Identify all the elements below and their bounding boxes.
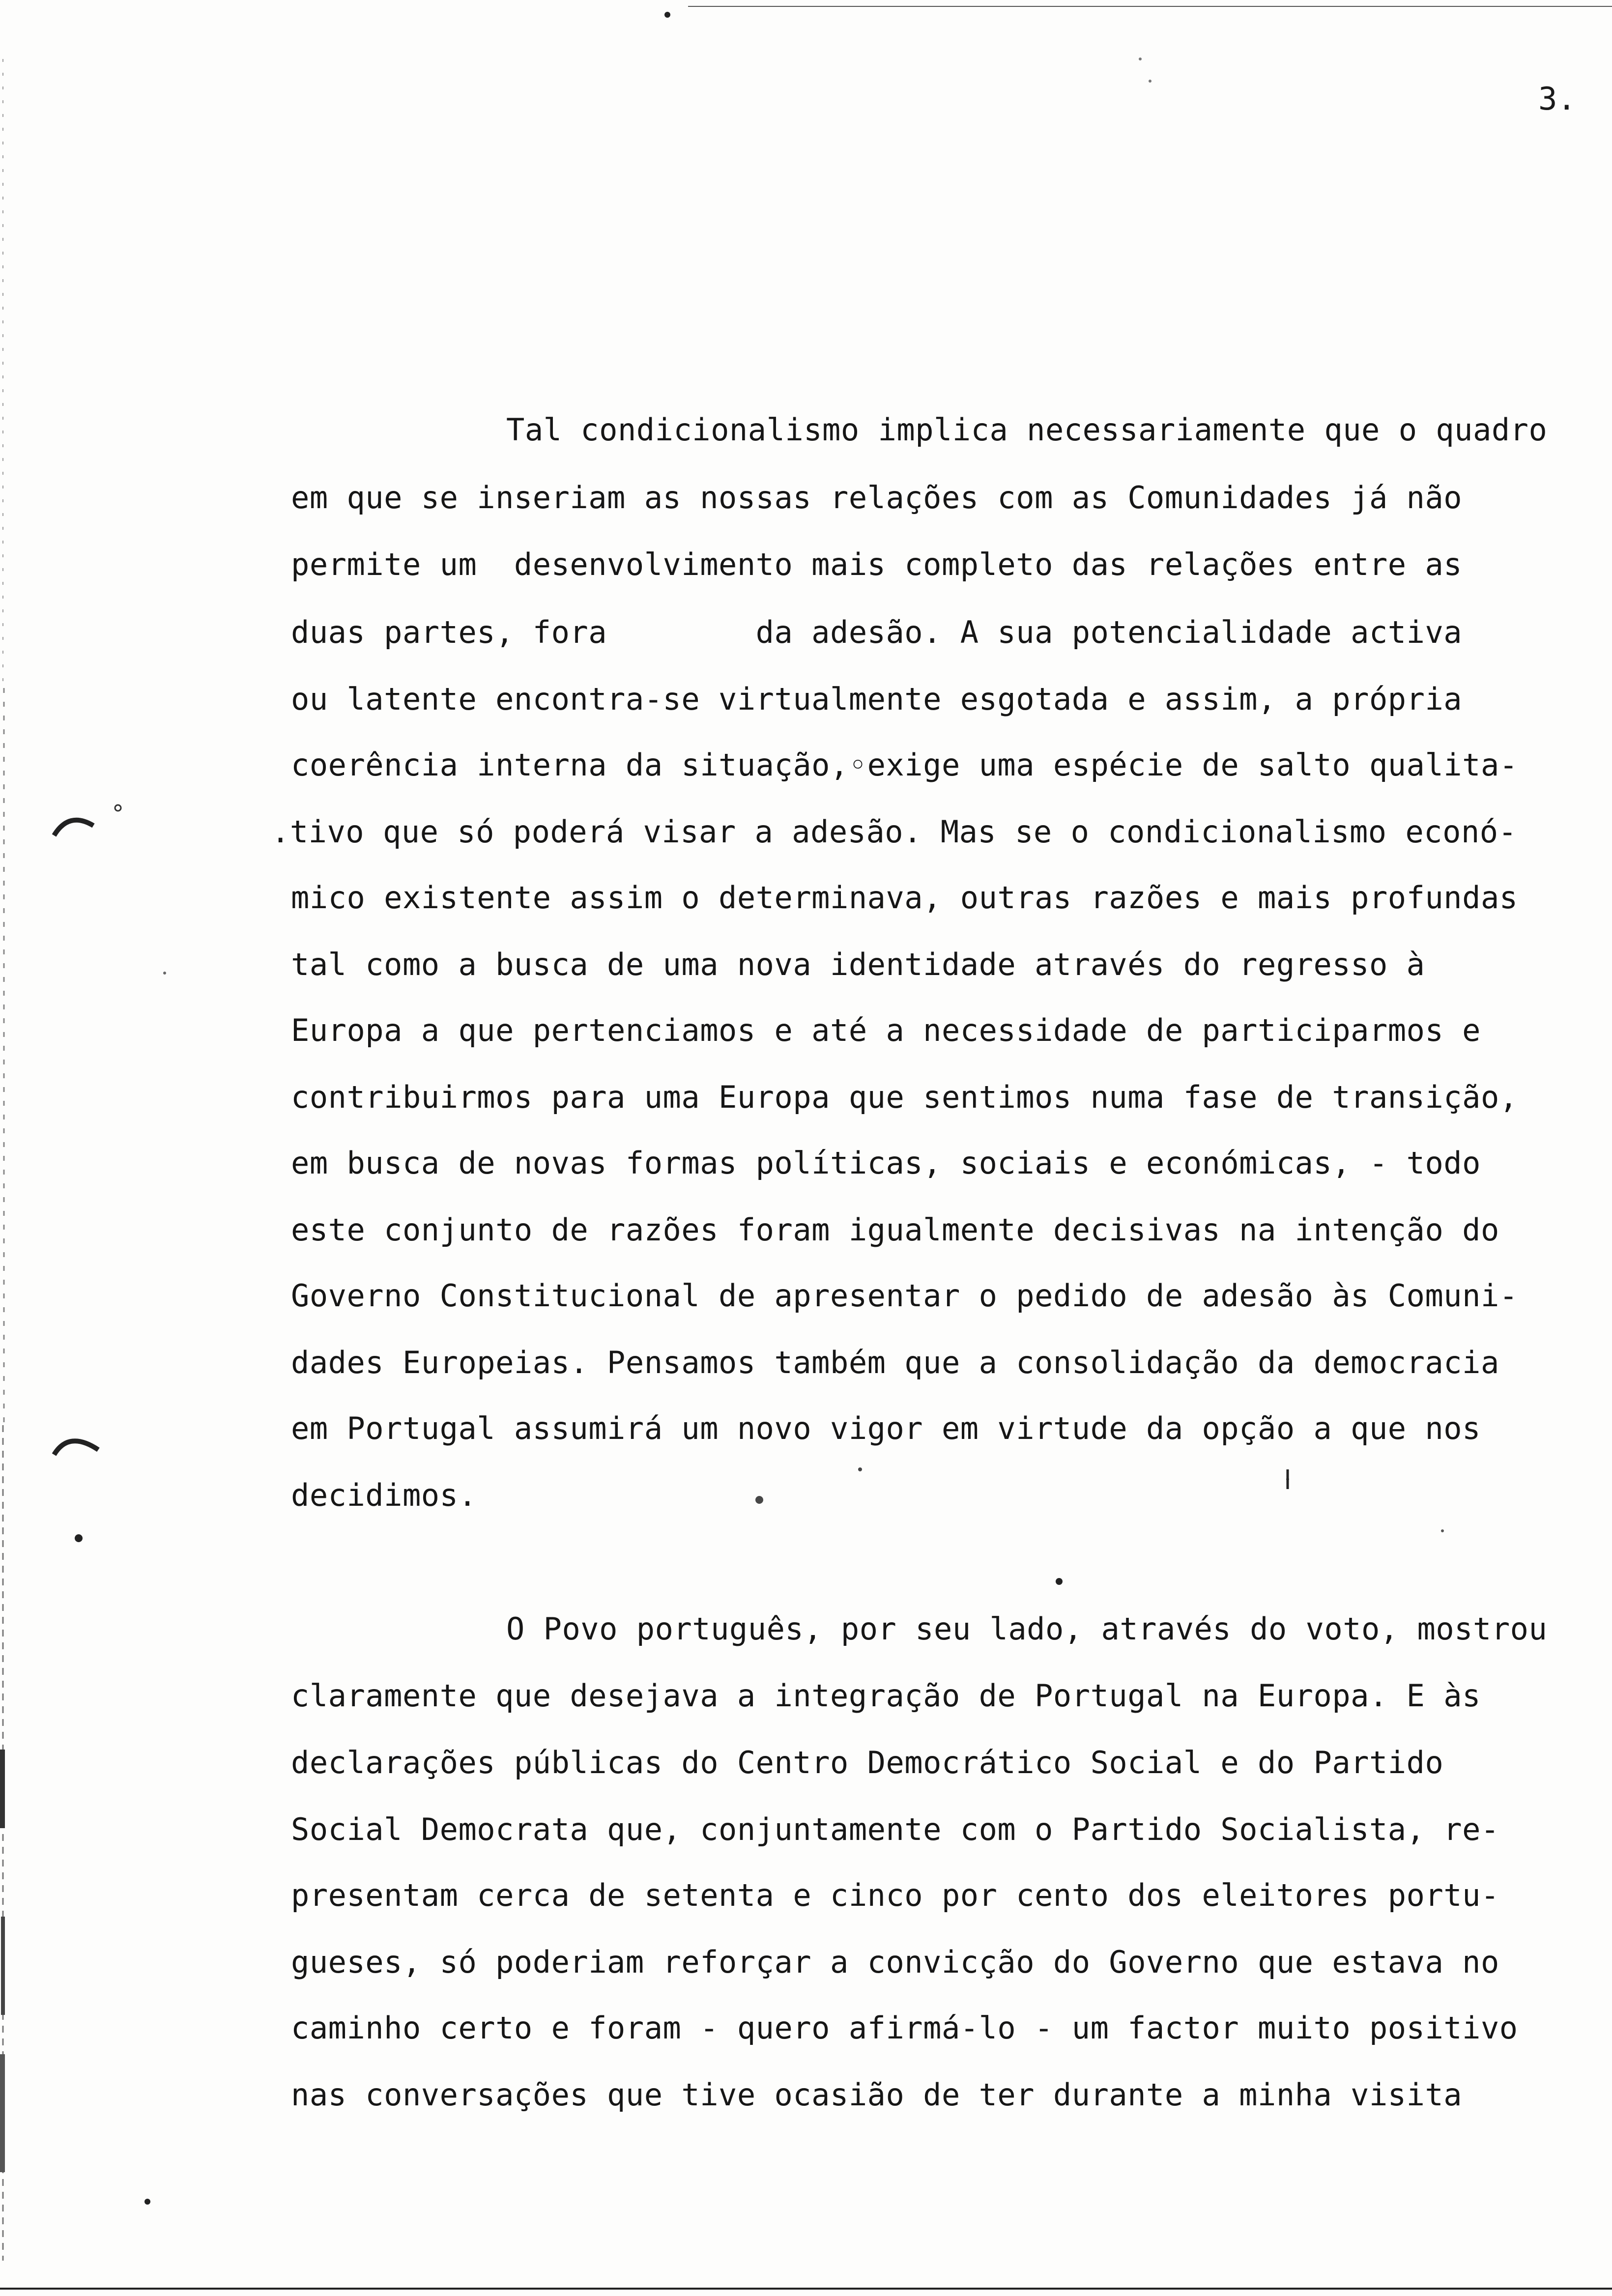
text-line: .tivo que só poderá visar a adesão. Mas se o condicionalismo econó-	[271, 814, 1517, 850]
page-number: 3.	[1538, 81, 1577, 117]
text-line: O Povo português, por seu lado, através do voto, mostrou	[506, 1611, 1548, 1647]
text-line: presentam cerca de setenta e cinco por cento dos eleitores portu-	[291, 1877, 1499, 1913]
text-line: caminho certo e foram - quero afirmá-lo - um factor muito positivo	[291, 2010, 1518, 2046]
text-line: Social Democrata que, conjuntamente com o Partido Socialista, re-	[291, 1811, 1499, 1847]
text-line: dades Europeias. Pensamos também que a consolidação da democracia	[291, 1345, 1499, 1380]
text-line: em Portugal assumirá um novo vigor em virtude da opção a que nos	[291, 1410, 1481, 1446]
scan-bottom-edge	[0, 2288, 1612, 2290]
text-line: coerência interna da situação,◦exige uma espécie de salto qualita-	[291, 747, 1518, 783]
text-line: Governo Constitucional de apresentar o pedido de adesão às Comuni-	[291, 1278, 1518, 1314]
text-line: nas conversações que tive ocasião de ter durante a minha visita	[291, 2077, 1463, 2113]
text-line: contribuirmos para uma Europa que sentimos numa fase de transição,	[291, 1079, 1518, 1115]
text-line: declarações públicas do Centro Democrático Social e do Partido	[291, 1745, 1444, 1780]
text-line: mico existente assim o determinava, outras razões e mais profundas	[291, 880, 1518, 916]
text-line: Europa a que pertenciamos e até a necessidade de participarmos e	[291, 1012, 1481, 1048]
text-line: claramente que desejava a integração de Portugal na Europa. E às	[291, 1678, 1481, 1714]
text-line: permite um desenvolvimento mais completo das relações entre as	[291, 546, 1463, 582]
text-line: em busca de novas formas políticas, sociais e económicas, - todo	[291, 1145, 1481, 1181]
text-line: duas partes, fora da adesão. A sua potencialidade activa	[291, 614, 1463, 650]
text-line: este conjunto de razões foram igualmente decisivas na intenção do	[291, 1212, 1499, 1248]
text-line: em que se inseriam as nossas relações com as Comunidades já não	[291, 480, 1463, 516]
text-line: decidimos.	[291, 1477, 477, 1513]
text-line: Tal condicionalismo implica necessariamente que o quadro	[506, 412, 1548, 448]
text-line: tal como a busca de uma nova identidade através do regresso à	[291, 947, 1425, 982]
text-line: gueses, só poderiam reforçar a convicção do Governo que estava no	[291, 1944, 1499, 1980]
text-line: ou latente encontra-se virtualmente esgotada e assim, a própria	[291, 681, 1463, 717]
